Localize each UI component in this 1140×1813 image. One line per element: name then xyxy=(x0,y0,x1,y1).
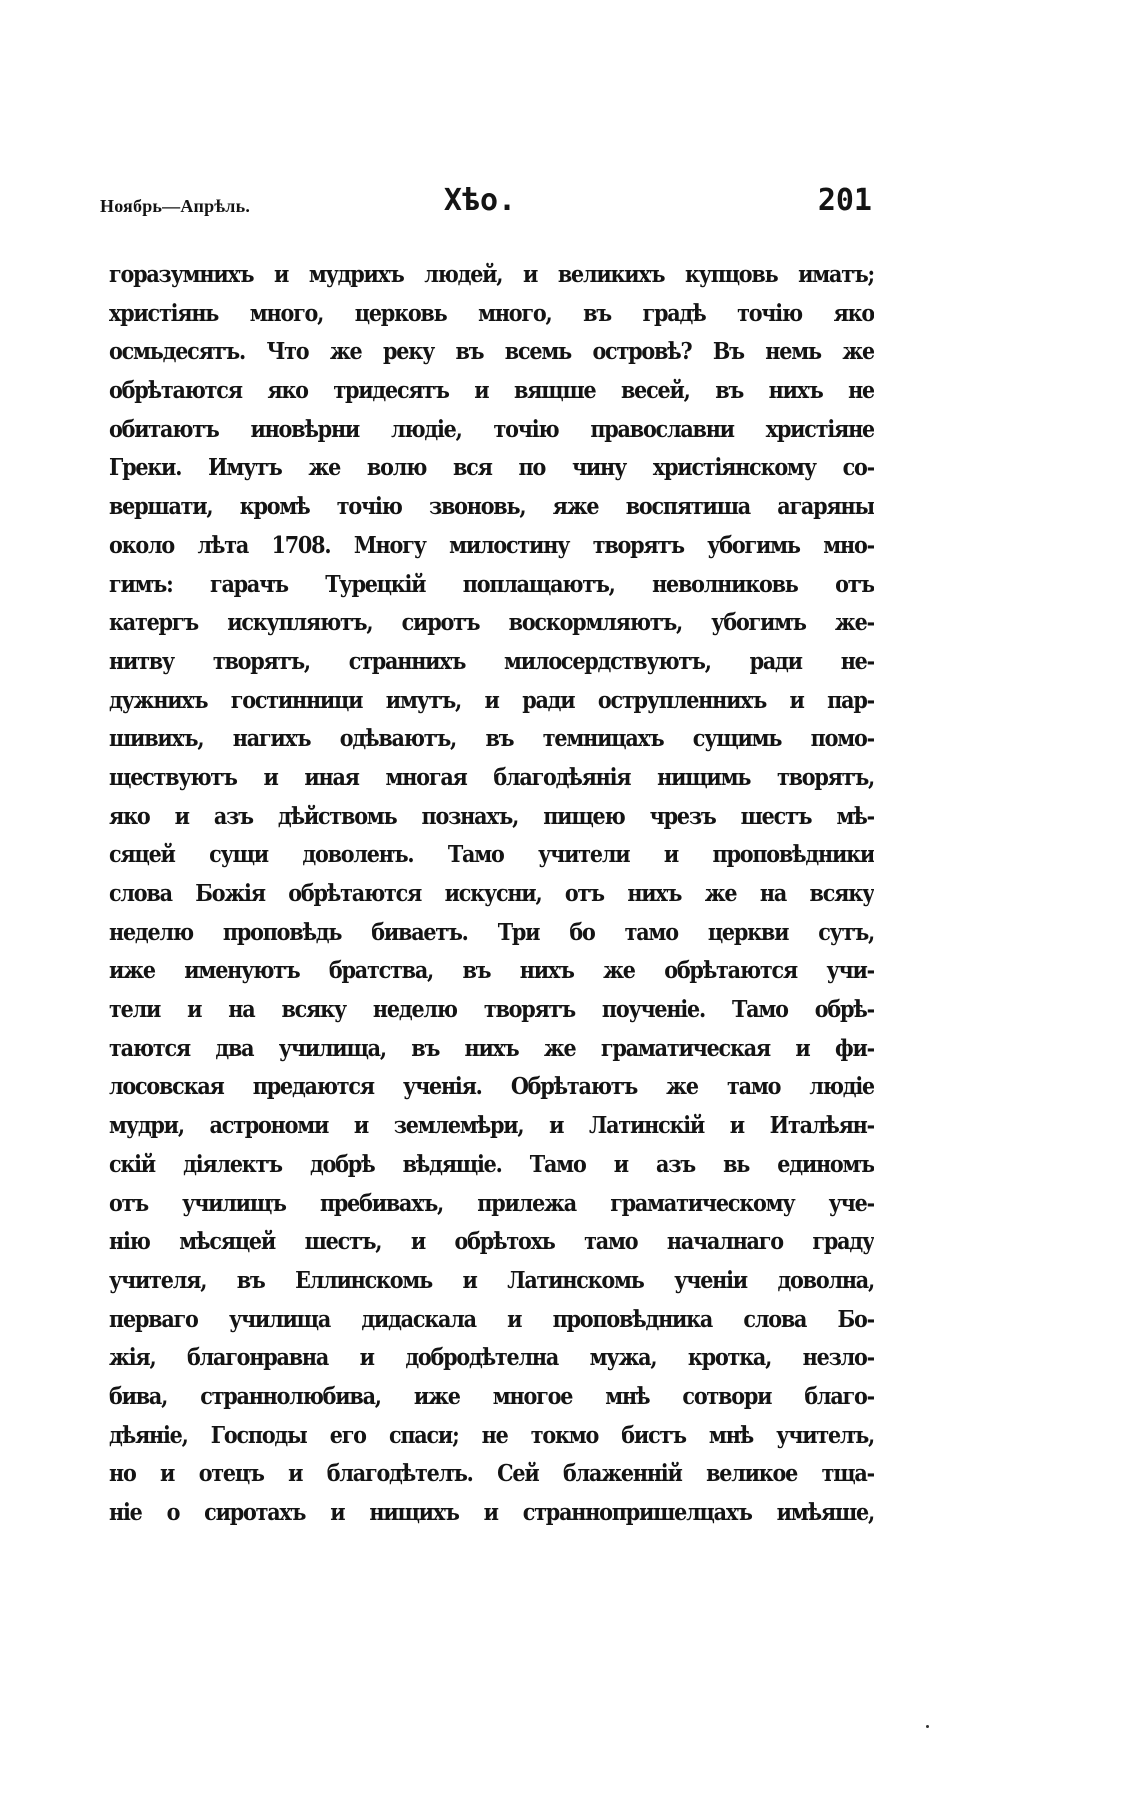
text-line: бива, страннолюбива, иже многое мнѣ сотвори благо- xyxy=(109,1382,874,1410)
text-line: яко и азъ дѣйствомь познахъ, пищею чрезъ шестъ мѣ- xyxy=(109,802,874,830)
text-line: мудри, астрономи и землемѣри, и Латинскій и Италѣян- xyxy=(109,1112,874,1140)
body-text xyxy=(109,256,874,1533)
text-line: тели и на всяку неделю творятъ поученіе. Тамо обрѣ- xyxy=(109,996,874,1024)
text-line: обрѣтаются яко тридесятъ и вящше весей, въ нихъ не xyxy=(109,377,874,405)
text-line: нію мѣсяцей шестъ, и обрѣтохь тамо началнаго граду xyxy=(109,1228,874,1256)
text-line: таются два училища, въ нихъ же граматическая и фи- xyxy=(109,1034,874,1062)
page-number: 201 xyxy=(817,183,872,218)
text-line: слова Божія обрѣтаются искусни, отъ нихъ же на всяку xyxy=(109,880,874,907)
text-line: скій діялектъ добрѣ вѣдящіе. Тамо и азъ вь единомъ xyxy=(109,1150,874,1178)
text-line: осмьдесятъ. Что же реку въ всемь островѣ? Въ немь же xyxy=(109,338,874,366)
text-line: около лѣта 1708. Многу милостину творятъ убогимь мно- xyxy=(109,531,874,559)
text-line: обитаютъ иновѣрни людіе, точію православни христіяне xyxy=(109,415,874,443)
text-line: перваго училища дидаскала и проповѣдника слова Бо- xyxy=(109,1305,874,1333)
text-line: дужнихъ гостинници имутъ, и ради острупленнихъ и пар- xyxy=(109,686,874,714)
text-line: отъ училищъ пребивахъ, прилежа граматическому уче- xyxy=(109,1189,874,1217)
running-head: Ноябрь—Апрѣль. xyxy=(100,196,251,216)
text-line: Греки. Имутъ же волю вся по чину христіянскому со- xyxy=(109,454,874,482)
text-line: лосовская предаются ученія. Обрѣтаютъ же тамо людіе xyxy=(109,1073,874,1101)
text-line: но и отецъ и благодѣтелъ. Сей блаженній великое тща- xyxy=(109,1460,874,1488)
text-line: нитву творятъ, страннихъ милосердствуютъ, ради не- xyxy=(109,647,874,675)
text-line: учителя, въ Еллинскомь и Латинскомь ученіи доволна, xyxy=(109,1266,874,1294)
text-line: ніе о сиротахъ и нищихъ и страннопришелцахъ имѣяше, xyxy=(109,1499,874,1526)
text-line: вершати, кромѣ точію звоновь, яже воспятиша агаряны xyxy=(109,493,874,521)
text-line: гимъ: гарачъ Турецкій поплащаютъ, неволниковь отъ xyxy=(109,570,874,598)
text-line: неделю проповѣдь биваетъ. Три бо тамо церкви сутъ, xyxy=(109,918,874,946)
text-line: жія, благонравна и добродѣтелна мужа, кротка, незло- xyxy=(109,1344,874,1372)
text-line: дѣяніе, Господы его спаси; не токмо бистъ мнѣ учителъ, xyxy=(109,1421,874,1449)
paper-speck xyxy=(926,1725,929,1728)
page-header xyxy=(100,183,872,223)
text-line: христіянь много, церковь много, въ градѣ точію яко xyxy=(109,299,874,327)
chapter-title: Хѣо. xyxy=(443,183,517,218)
text-line: катергъ искупляютъ, сиротъ воскормляютъ, убогимъ же- xyxy=(109,609,874,637)
text-line: иже именуютъ братства, въ нихъ же обрѣтаются учи- xyxy=(109,957,874,985)
text-line: ществуютъ и иная многая благодѣянія нищимь творятъ, xyxy=(109,763,874,791)
text-line: горазумнихъ и мудрихъ людей, и великихъ купцовь иматъ; xyxy=(109,261,874,288)
text-line: сяцей сущи доволенъ. Тамо учители и проповѣдники xyxy=(109,841,874,869)
text-line: шивихъ, нагихъ одѣваютъ, въ темницахъ сущимь помо- xyxy=(109,725,874,753)
